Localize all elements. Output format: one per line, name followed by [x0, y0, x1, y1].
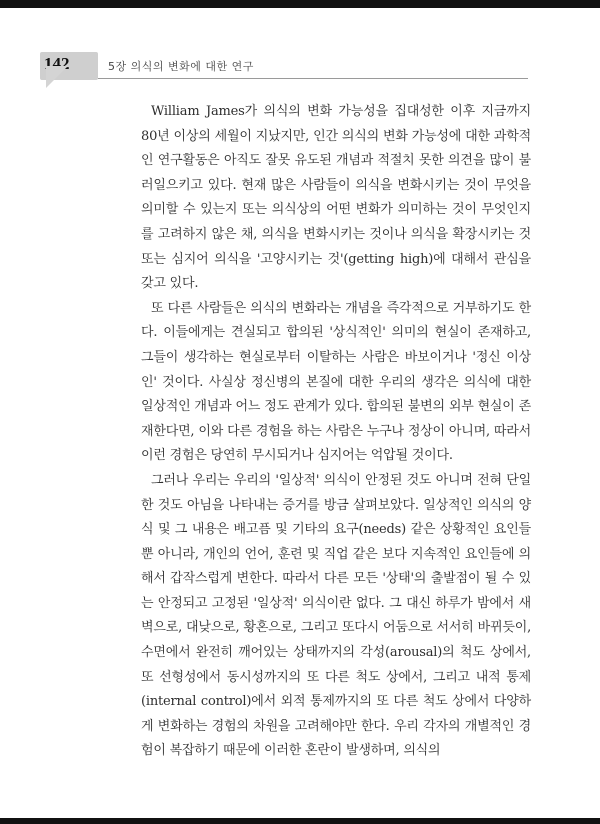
- header-rule: [98, 78, 528, 79]
- paragraph-2: 또 다른 사람들은 의식의 변화라는 개념을 즉각적으로 거부하기도 한다. 이들에게는 견실되고 합의된 '상식적인' 의미의 현실이 존재하고, 그들이 생각하는 현실로부터 이탈하는 사람은 바보이거나 '정신 이상인' 것이다. 사실상 정신병의 본질에 대한 우리의 생각은 의식에 대한 일상적인 개념과 어느 정도 관계가 있다. 합의된 불변의 외부 현실이 존재한다면, 이와 다른 경험을 하는 사람은 누구나 정상이 아니며, 따라서 이런 경험은 당연히 무시되거나 심지어는 억압될 것이다.: [141, 300, 531, 464]
- page-number: 142: [44, 54, 70, 73]
- page-header: [0, 50, 600, 82]
- body-text: [141, 100, 531, 764]
- paragraph-1: William James가 의식의 변화 가능성을 집대성한 이후 지금까지 80년 이상의 세월이 지났지만, 인간 의식의 변화 가능성에 대한 과학적인 연구활동은 아직도 잘못 유도된 개념과 적절치 못한 의견을 많이 불러일으키고 있다. 현재 많은 사람들이 의식을 변화시키는 것이 무엇을 의미할 수 있는지 또는 의식상의 어떤 변화가 의미하는 것이 무엇인지를 고려하지 않은 채, 의식을 변화시키는 것이나 의식을 확장시키는 것 또는 심지어 의식을 '고양시키는 것'(getting high)에 대해서 관심을 갖고 있다.: [141, 104, 531, 292]
- bottom-border-rule: [0, 818, 600, 824]
- running-chapter-title: 5장 의식의 변화에 대한 연구: [108, 60, 254, 73]
- corner-triangle-mark: [46, 66, 68, 88]
- top-border-rule: [0, 0, 600, 8]
- paragraph-3: 그러나 우리는 우리의 '일상적' 의식이 안정된 것도 아니며 전혀 단일한 것도 아님을 나타내는 증거를 방금 살펴보았다. 일상적인 의식의 양식 및 그 내용은 배고픔 및 기타의 요구(needs) 같은 상황적인 요인들뿐 아니라, 개인의 언어, 훈련 및 직업 같은 보다 지속적인 요인들에 의해서 갑작스럽게 변한다. 따라서 다른 모든 '상태'의 출발점이 될 수 있는 안정되고 고정된 '일상적' 의식이란 없다. 그 대신 하루가 밤에서 새벽으로, 대낮으로, 황혼으로, 그리고 또다시 어둠으로 서서히 바뀌듯이, 수면에서 완전히 깨어있는 상태까지의 각성(arousal)의 척도 상에서, 또 선형성에서 동시성까지의 또 다른 척도 상에서, 그리고 내적 통제(internal control)에서 외적 통제까지의 또 다른 척도 상에서 다양하게 변화하는 경험의 차원을 고려해야만 한다. 우리 각자의 개별적인 경험이 복잡하기 때문에 이러한 혼란이 발생하며, 의식의: [141, 472, 531, 759]
